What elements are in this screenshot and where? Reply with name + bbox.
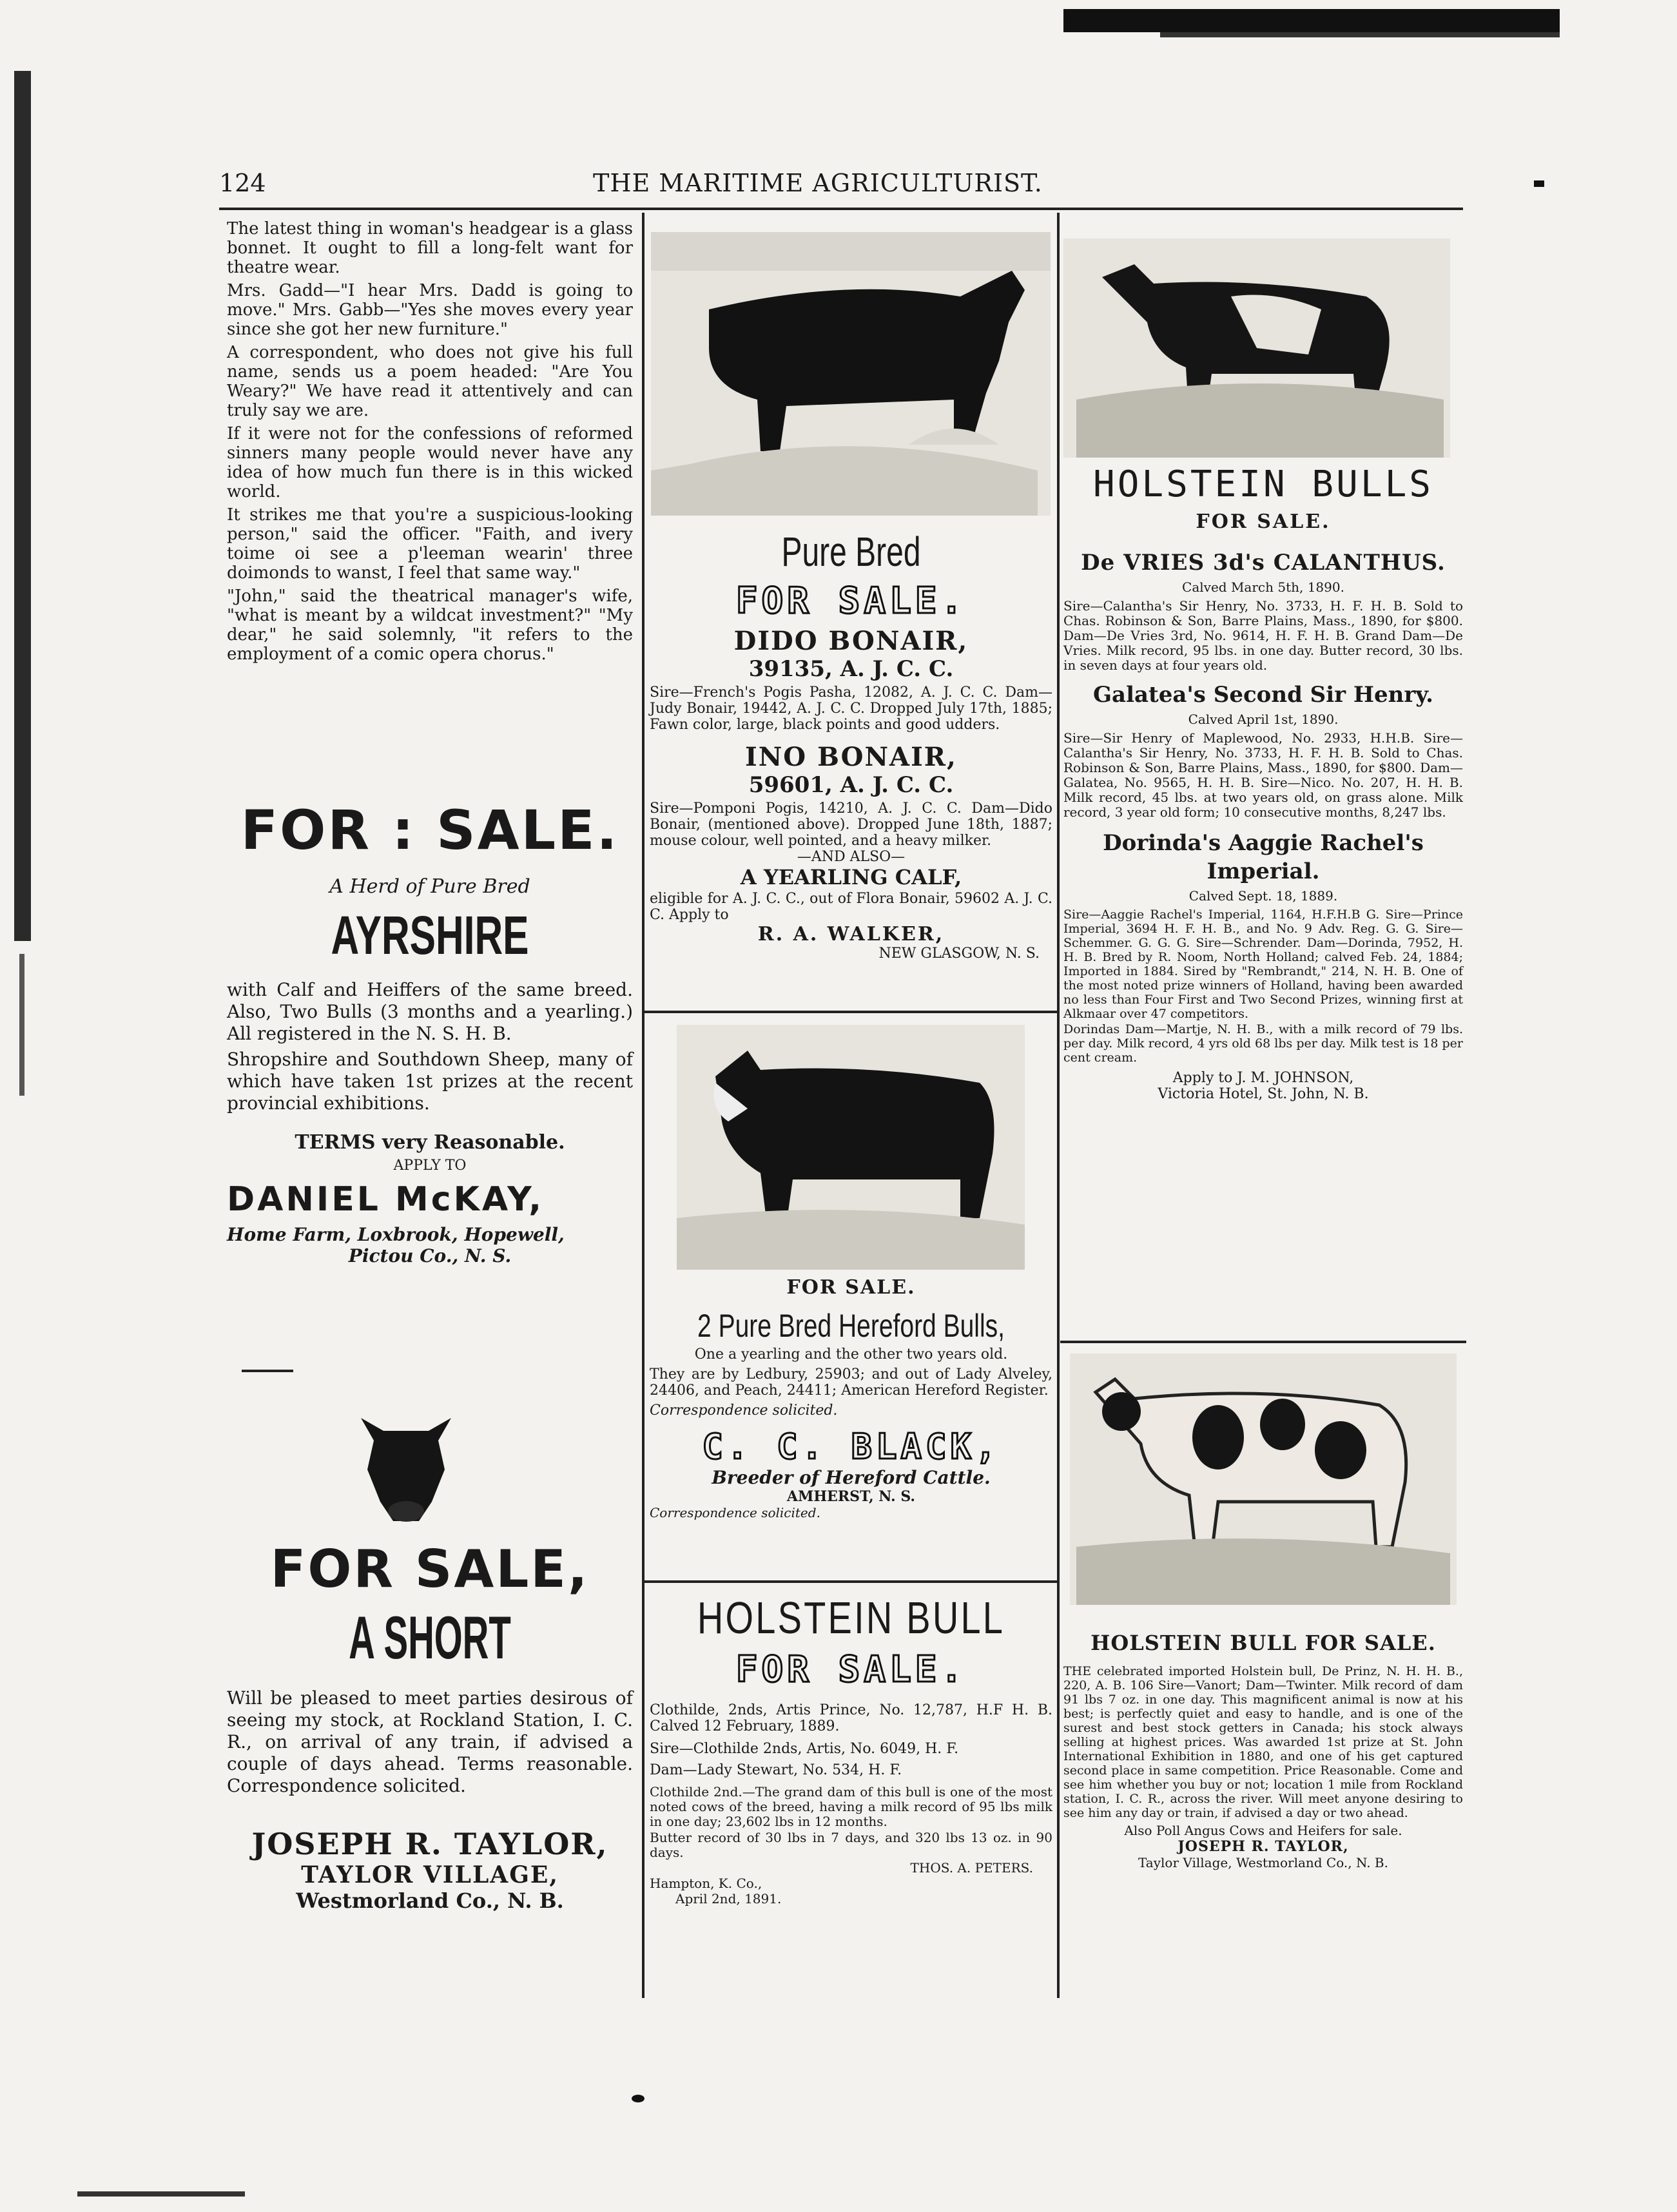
ad-text: Correspondence solicited. <box>650 1505 820 1520</box>
scan-margin-bar <box>1063 9 1560 32</box>
ad-title: Pure Bred <box>781 529 921 575</box>
ad-subhead: A Herd of Pure Bred <box>329 875 530 898</box>
bull-calved: Calved April 1st, 1890. <box>1188 712 1339 727</box>
ad-village: TAYLOR VILLAGE, <box>301 1861 559 1888</box>
ad-divider <box>645 1580 1057 1583</box>
ad-text: Sire—Clothilde 2nds, Artis, No. 6049, H. F. <box>650 1741 959 1757</box>
scan-margin-bar <box>1160 32 1560 37</box>
bull-calved: Calved March 5th, 1890. <box>1182 579 1344 595</box>
calf-title: A YEARLING CALF, <box>740 865 962 889</box>
bull-name: Galatea's Second Sir Henry. <box>1093 682 1433 708</box>
cow-name: DIDO BONAIR, <box>733 626 969 656</box>
scan-edge-shadow <box>14 71 31 941</box>
bull-details: Sire—Aaggie Rachel's Imperial, 1164, H.F.H.B G. Sire—Prince Imperial, 3694 H. F. H. B., and No. 9 Adv. Reg. G. G. Sire—Schemmer. G. G. G. Sire—Schrender. Dam—Dorinda, 7952, H. H. B. Bred by R. Noom, North Holland; calved Feb. 24, 1884; Imported in 1884. Sired by "Rembrandt," 214, N. H. B. One of the most noted prize winners of Holland, having been awarded no less than Four First and Two Second Prizes, winning first at Alkmaar over 47 competitors. <box>1063 907 1463 1021</box>
ad-terms: TERMS very Reasonable. <box>295 1131 565 1154</box>
bull-head-illustration <box>348 1392 464 1528</box>
scan-edge-shadow <box>19 954 24 1096</box>
bull-details: Dorindas Dam—Martje, N. H. B., with a milk record of 79 lbs. per day. Milk record, 4 yrs old 68 lbs per day. Milk test is 18 per cent cream. <box>1063 1022 1463 1065</box>
ad-text: Will be pleased to meet parties desirous of seeing my stock, at Rockland Station, I. C. R., on arrival of any train, if advised a couple of days ahead. Terms reasonable. Correspondence solicited. <box>227 1687 633 1796</box>
ad-headline: FOR : SALE. <box>240 799 619 862</box>
breed-title: AYRSHIRE <box>331 905 529 965</box>
for-sale-banner: FOR SALE. <box>735 580 967 622</box>
cow-registration: 39135, A. J. C. C. <box>748 656 954 682</box>
ad-divider <box>645 1011 1057 1013</box>
ad-title: 2 Pure Bred Hereford Bulls, <box>697 1308 1005 1344</box>
bull-details: Sire—Sir Henry of Maplewood, No. 2933, H.H.B. Sire—Calantha's Sir Henry, No. 3733, H. F. H. B. Sold to Chas. Robinson & Son, Barre Plains, Mass., 1890, for $800. Dam—Galatea, No. 9565, H. H. B. Sire—Nico. No. 207, H. H. B. Milk record, 45 lbs. at two years old, on grass alone. Milk record, 3 year old form; 10 consecutive months, 8,247 lbs. <box>1063 730 1463 820</box>
ad-text: They are by Ledbury, 25903; and out of Lady Alveley, 24406, and Peach, 24411; American Hereford Register. <box>650 1366 1052 1399</box>
ad-address: Victoria Hotel, St. John, N. B. <box>1158 1086 1369 1102</box>
ad-text: Clothilde 2nd.—The grand dam of this bull is one of the most noted cows of the breed, having a milk record of 95 lbs milk in one day; 23,602 lbs in 12 months. <box>650 1784 1052 1829</box>
ad-contact-name: DANIEL McKAY, <box>227 1180 544 1219</box>
column-divider <box>642 213 645 1998</box>
ad-text: Butter record of 30 lbs in 7 days, and 320 lbs 13 oz. in 90 days. <box>650 1830 1052 1860</box>
ad-role: Breeder of Hereford Cattle. <box>712 1467 991 1488</box>
cow-registration: 59601, A. J. C. C. <box>748 772 954 798</box>
ad-apply: Apply to J. M. JOHNSON, <box>1172 1070 1354 1086</box>
bull-calved: Calved Sept. 18, 1889. <box>1188 888 1338 904</box>
ad-address: Pictou Co., N. S. <box>348 1245 512 1266</box>
bull-name: Dorinda's Aaggie Rachel's Imperial. <box>1103 830 1424 884</box>
page-title: THE MARITIME AGRICULTURIST. <box>593 169 1043 197</box>
ad-headline: FOR SALE, <box>270 1539 590 1599</box>
cow-details: Sire—Pomponi Pogis, 14210, A. J. C. C. Dam—Dido Bonair, (mentioned above). Dropped June 18th, 1887; mouse colour, well pointed, and a heavy milker. <box>650 800 1052 849</box>
joke-paragraph: If it were not for the confessions of reformed sinners many people would never have any idea of how much fun there is in this wicked world. <box>227 424 633 501</box>
calf-details: eligible for A. J. C. C., out of Flora Bonair, 59602 A. J. C. C. Apply to <box>650 891 1052 923</box>
scan-speck <box>632 2095 645 2102</box>
ad-text: One a yearling and the other two years old. <box>694 1346 1008 1363</box>
page-number: 124 <box>219 169 266 197</box>
jersey-ad <box>650 529 1052 962</box>
ad-text: THE celebrated imported Holstein bull, De Prinz, N. H. H. B., 220, A. B. 106 Sire—Vanort; Dam—Twinter. Milk record of dam 91 lbs 7 oz. in one day. This magnificent animal is now at his best; is perfectly quiet and easy to handle, and is one of the surest and best stock getters in Canada; his stock always selling at highest prices. Was awarded 1st prize at St. John International Exhibition in 1880, and one of his get captured second place in same competition. Price Reasonable. Come and see him whether you buy or not; location 1 mile from Rockland station, I. C. R., across the river. Will meet anyone desiring to see him any day or train, if advised a day or two ahead. <box>1063 1664 1463 1820</box>
ad-text: Dam—Lady Stewart, No. 534, H. F. <box>650 1762 902 1778</box>
ad-text: Also Poll Angus Cows and Heifers for sale. <box>1124 1823 1402 1838</box>
ad-text: with Calf and Heiffers of the same breed. Also, Two Bulls (3 months and a yearling.) All registered in the N. S. H. B. <box>227 979 633 1044</box>
bull-name: De VRIES 3d's CALANTHUS. <box>1081 550 1446 576</box>
holstein-bulls-ad <box>1063 464 1463 1102</box>
joke-paragraph: It strikes me that you're a suspicious-looking person," said the officer. "Faith, and ivery toime oi see a p'leeman wearin' three doimonds to wanst, I feel that same way." <box>227 505 633 583</box>
scan-margin-bar <box>77 2191 245 2197</box>
ad-place: Hampton, K. Co., <box>650 1876 762 1891</box>
ad-title: HOLSTEIN BULL FOR SALE. <box>1091 1631 1436 1655</box>
and-also-label: —AND ALSO— <box>797 849 906 865</box>
ad-contact-name: JOSEPH R. TAYLOR, <box>1178 1838 1349 1855</box>
holstein-bull-ad-2 <box>1063 1631 1463 1870</box>
header-rule <box>219 208 1463 210</box>
for-sale-label: FOR SALE. <box>786 1276 916 1299</box>
for-sale-banner: FOR SALE. <box>735 1649 967 1691</box>
joke-paragraph: Mrs. Gadd—"I hear Mrs. Dadd is going to move." Mrs. Gabb—"Yes she moves every year since she got her new furniture." <box>227 281 633 339</box>
column-divider <box>1057 213 1060 1998</box>
ad-contact-name: C. C. BLACK, <box>702 1426 1000 1467</box>
jersey-cow-illustration <box>651 232 1051 516</box>
holstein-bull-illustration <box>1070 1353 1457 1605</box>
ad-title: HOLSTEIN BULL <box>697 1593 1005 1643</box>
ad-apply: APPLY TO <box>393 1158 467 1174</box>
ad-address: Westmorland Co., N. B. <box>296 1888 564 1913</box>
ad-contact-name: R. A. WALKER, <box>757 923 945 946</box>
ad-divider <box>1060 1341 1466 1343</box>
short-rule <box>242 1370 293 1372</box>
bull-details: Sire—Calantha's Sir Henry, No. 3733, H. F. H. B. Sold to Chas. Robinson & Son, Barre Plains, Mass., 1890, for $800. Dam—De Vries 3rd, No. 9614, H. F. H. B. Grand Dam—De Vries. Milk record, 95 lbs. in one day. Butter record, 30 lbs. in seven days at four years old. <box>1063 598 1463 673</box>
scan-speck <box>1534 180 1544 187</box>
breed-title: A SHORT <box>349 1604 511 1671</box>
ad-text: Correspondence solicited. <box>650 1402 838 1419</box>
ad-address: Home Farm, Loxbrook, Hopewell, <box>227 1224 565 1245</box>
ad-text: Clothilde, 2nds, Artis Prince, No. 12,787, H.F H. B. Calved 12 February, 1889. <box>650 1702 1052 1734</box>
ad-address: Taylor Village, Westmorland Co., N. B. <box>1138 1855 1388 1870</box>
hereford-bull-illustration <box>677 1025 1025 1270</box>
ad-place: AMHERST, N. S. <box>786 1488 916 1505</box>
ad-date: April 2nd, 1891. <box>675 1891 782 1906</box>
ad-title: HOLSTEIN BULLS <box>1092 463 1433 505</box>
hereford-ad <box>650 1276 1052 1520</box>
ad-text: Shropshire and Southdown Sheep, many of which have taken 1st prizes at the recent provincial exhibitions. <box>227 1049 633 1114</box>
cow-details: Sire—French's Pogis Pasha, 12082, A. J. C. C. Dam—Judy Bonair, 19442, A. J. C. C. Dropped July 17th, 1885; Fawn color, large, black points and good udders. <box>650 684 1052 733</box>
joke-paragraph: "John," said the theatrical manager's wife, "what is meant by a wildcat investment?" "My dear," he said solemnly, "it refers to the employment of a comic opera chorus." <box>227 587 633 664</box>
joke-paragraph: The latest thing in woman's headgear is a glass bonnet. It ought to fill a long-felt want for theatre wear. <box>227 219 633 277</box>
holstein-cow-illustration <box>1063 238 1450 458</box>
holstein-bull-ad <box>650 1592 1052 1906</box>
ad-contact-name: JOSEPH R. TAYLOR, <box>251 1827 608 1861</box>
shorthorn-ad <box>227 1540 633 1913</box>
ayrshire-ad <box>227 799 633 1266</box>
joke-paragraph: A correspondent, who does not give his full name, sends us a poem headed: "Are You Weary?" We have read it attentively and can truly say we are. <box>227 343 633 420</box>
cow-name: INO BONAIR, <box>745 742 957 772</box>
ad-contact-place: NEW GLASGOW, N. S. <box>878 946 1040 962</box>
ad-signature: THOS. A. PETERS. <box>910 1860 1033 1876</box>
for-sale-label: FOR SALE. <box>1196 510 1331 533</box>
jokes-section <box>227 219 633 668</box>
